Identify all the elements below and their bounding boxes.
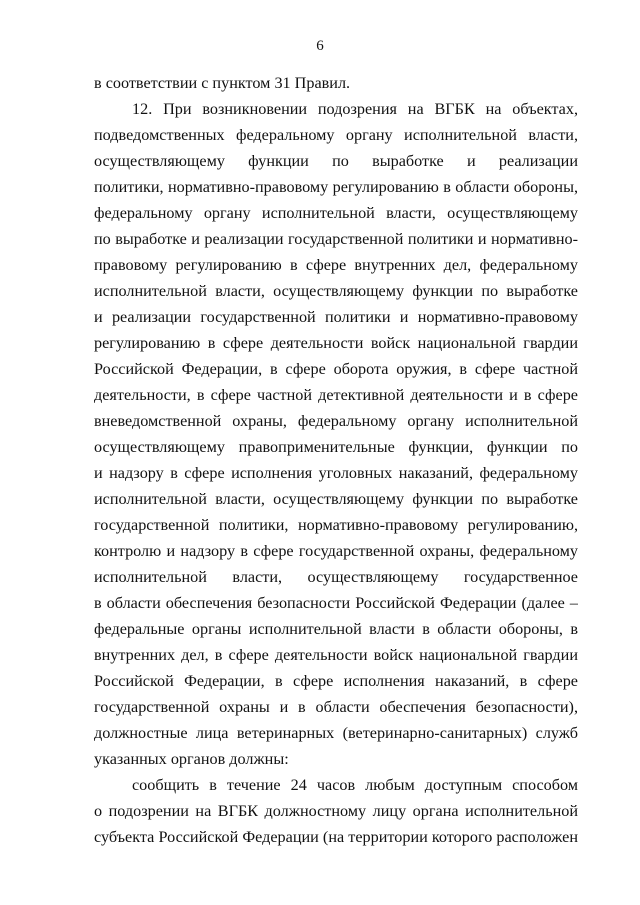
text-line: осуществляющему функции по выработке и реализации (94, 152, 578, 170)
text-line: государственной охраны и в области обеспечения безопасности), (94, 698, 578, 716)
text-line: 12. При возникновении подозрения на ВГБК на объектах, (132, 100, 578, 118)
text-line: регулированию в сфере деятельности войск национальной гвардии (94, 334, 578, 352)
text-line: федеральному органу исполнительной власти, осуществляющему (94, 204, 578, 222)
text-line: государственной политики, нормативно-правовому регулированию, (94, 516, 578, 534)
page-number: 6 (316, 38, 324, 54)
text-line: по выработке и реализации государственной политики и нормативно- (94, 230, 578, 248)
text-line: осуществляющему правоприменительные функции, функции по (94, 438, 578, 456)
text-line: и надзору в сфере исполнения уголовных наказаний, федеральному (94, 464, 578, 482)
text-line: подведомственных федеральному органу исполнительной власти, (94, 126, 578, 144)
text-line: о подозрении на ВГБК должностному лицу органа исполнительной (94, 802, 578, 820)
text-line: исполнительной власти, осуществляющему функции по выработке (94, 490, 578, 508)
text-line: федеральные органы исполнительной власти в области обороны, в (94, 620, 578, 638)
text-line: Российской Федерации, в сфере оборота оружия, в сфере частной (94, 360, 578, 378)
text-line: в соответствии с пунктом 31 Правил. (94, 74, 351, 92)
text-line: в области обеспечения безопасности Российской Федерации (далее – (94, 594, 578, 612)
text-line: вневедомственной охраны, федеральному органу исполнительной (94, 412, 578, 430)
text-line: политики, нормативно-правовому регулированию в области обороны, (94, 178, 578, 196)
document-body (94, 70, 578, 850)
text-line: исполнительной власти, осуществляющему государственное (94, 568, 578, 586)
text-line: сообщить в течение 24 часов любым доступным способом (132, 776, 578, 794)
text-line: правовому регулированию в сфере внутренних дел, федеральному (94, 256, 578, 274)
text-line: контролю и надзору в сфере государственной охраны, федеральному (94, 542, 578, 560)
text-line: субъекта Российской Федерации (на территории которого расположен (94, 828, 578, 846)
text-line: деятельности, в сфере частной детективной деятельности и в сфере (94, 386, 578, 404)
text-line: исполнительной власти, осуществляющему функции по выработке (94, 282, 578, 300)
text-line: должностные лица ветеринарных (ветеринарно-санитарных) служб (94, 724, 578, 742)
text-line: внутренних дел, в сфере деятельности войск национальной гвардии (94, 646, 578, 664)
text-line: указанных органов должны: (94, 750, 289, 768)
text-line: и реализации государственной политики и нормативно-правовому (94, 308, 578, 326)
text-line: Российской Федерации, в сфере исполнения наказаний, в сфере (94, 672, 578, 690)
